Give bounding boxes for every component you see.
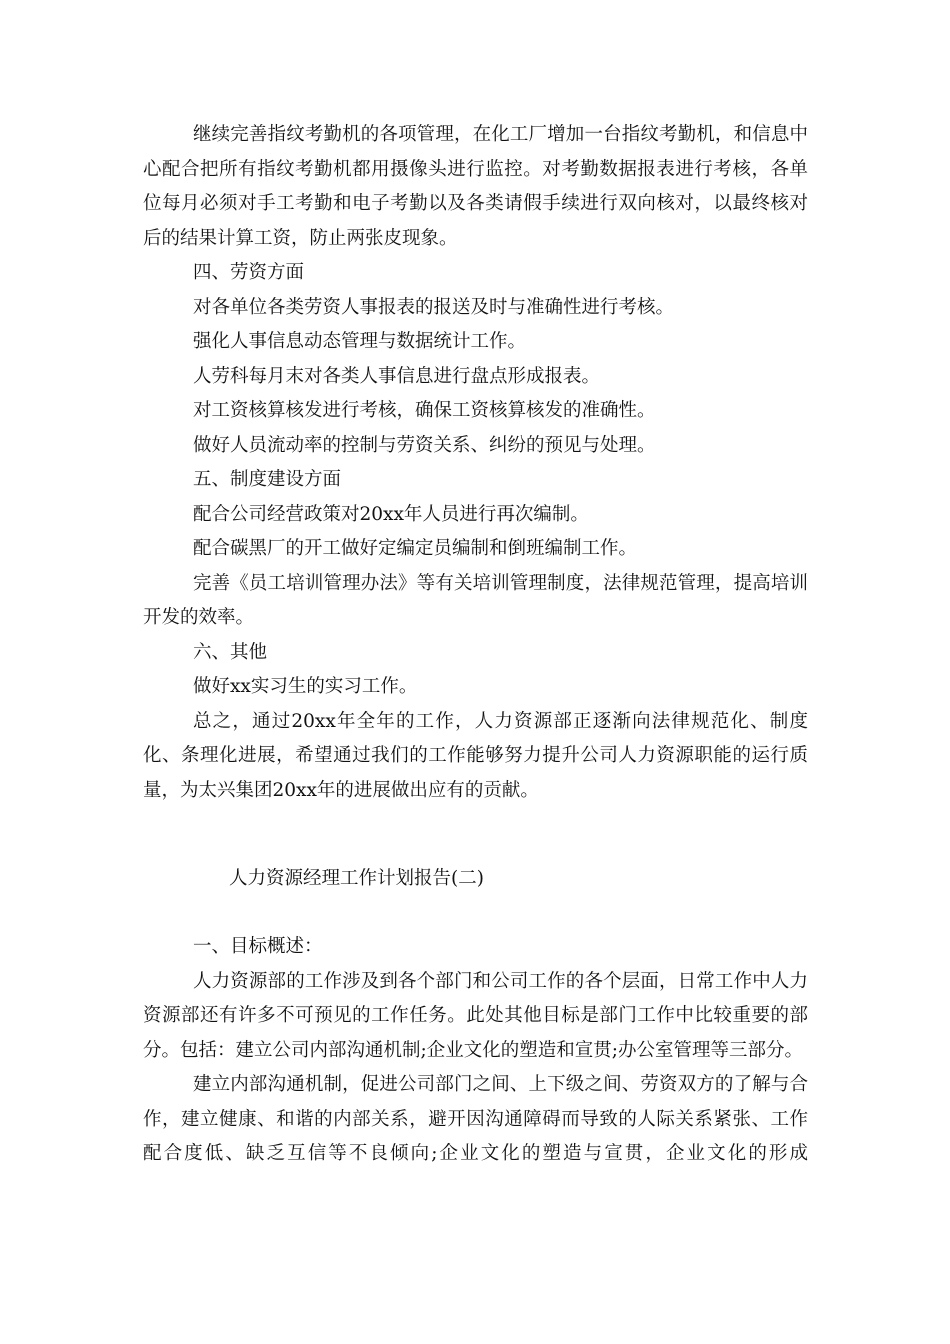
heading-system: 五、制度建设方面 <box>193 469 342 490</box>
paragraph-labor-4: 对工资核算核发进行考核，确保工资核算核发的准确性。 <box>193 400 656 421</box>
paragraph-system-2: 配合碳黑厂的开工做好定编定员编制和倒班编制工作。 <box>193 538 638 559</box>
heading-labor: 四、劳资方面 <box>193 262 305 283</box>
paragraph-communication: 建立内部沟通机制，促进公司部门之间、上下级之间、劳资双方的了解与合作，建立健康、和谐的内部关系，避开因沟通障碍而导致的人际关系紧张、工作配合度低、缺乏互信等不良倾向;企业文化的塑造与宣贯，企业文化的形成 <box>143 1074 808 1164</box>
paragraph-goals: 人力资源部的工作涉及到各个部门和公司工作的各个层面，日常工作中人力资源部还有许多不可预见的工作任务。此处其他目标是部门工作中比较重要的部分。包括：建立公司内部沟通机制;企业文化的塑造和宣贯;办公室管理等三部分。 <box>143 970 808 1061</box>
paragraph-attendance: 继续完善指纹考勤机的各项管理，在化工厂增加一台指纹考勤机，和信息中心配合把所有指纹考勤机都用摄像头进行监控。对考勤数据报表进行考核，各单位每月必须对手工考勤和电子考勤以及各类请假手续进行双向核对，以最终核对后的结果计算工资，防止两张皮现象。 <box>143 124 808 249</box>
paragraph-other-1: 做好xx实习生的实习工作。 <box>193 676 418 697</box>
paragraph-system-1: 配合公司经营政策对20xx年人员进行再次编制。 <box>193 503 589 525</box>
heading-goals: 一、目标概述： <box>193 936 323 957</box>
heading-other: 六、其他 <box>193 641 268 663</box>
paragraph-labor-1: 对各单位各类劳资人事报表的报送及时与准确性进行考核。 <box>193 296 675 318</box>
paragraph-labor-5: 做好人员流动率的控制与劳资关系、纠纷的预见与处理。 <box>193 434 656 456</box>
paragraph-system-3: 完善《员工培训管理办法》等有关培训管理制度，法律规范管理，提高培训开发的效率。 <box>143 572 808 628</box>
section-2 <box>143 930 808 1172</box>
section-1 <box>143 118 808 808</box>
paragraph-labor-2: 强化人事信息动态管理与数据统计工作。 <box>193 331 527 352</box>
paragraph-summary: 总之，通过20xx年全年的工作，人力资源部正逐渐向法律规范化、制度化、条理化进展，希望通过我们的工作能够努力提升公司人力资源职能的运行质量，为太兴集团20xx年的进展做出应有的贡献。 <box>143 710 808 801</box>
paragraph-labor-3: 人劳科每月末对各类人事信息进行盘点形成报表。 <box>193 365 601 387</box>
report-title: 人力资源经理工作计划报告(二) <box>229 868 484 889</box>
